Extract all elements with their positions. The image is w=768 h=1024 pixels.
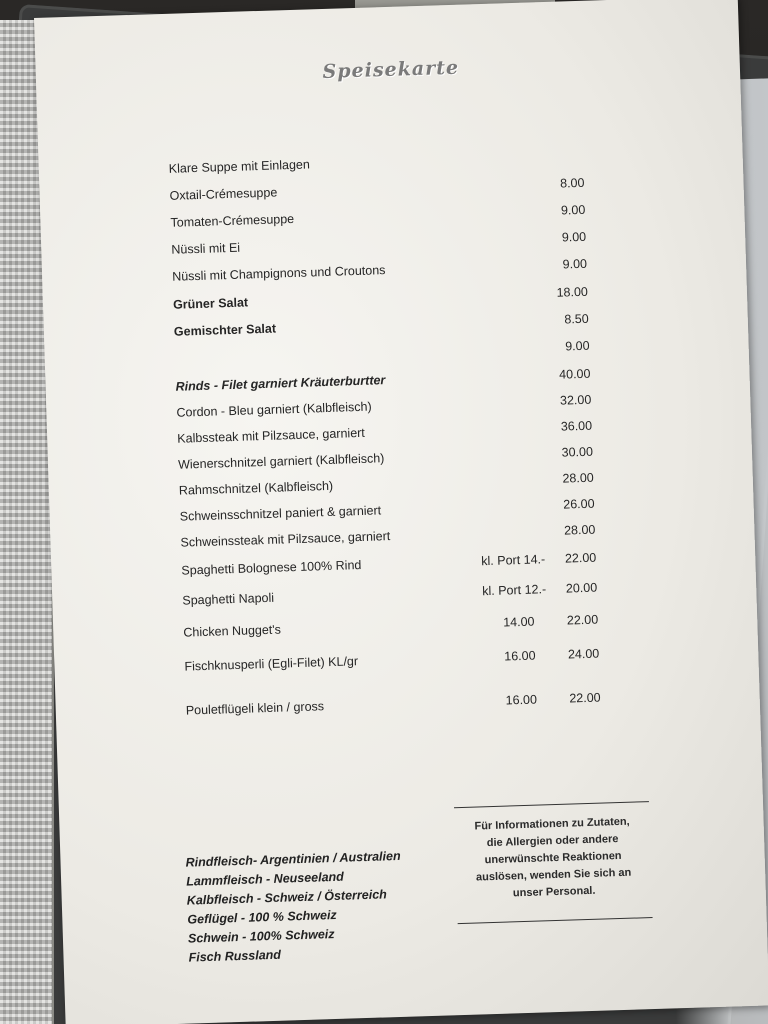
menu-item-price: 8.00 [559,175,585,191]
allergy-line: die Allergien oder andere [486,833,619,850]
menu-item-price: 22.00 [569,690,601,706]
menu-item-price: 22.00 [564,550,597,566]
origin-line: Lammfleisch - Neuseeland [185,869,345,889]
menu-item-price: 18.00 [556,284,589,300]
menu-item-price: 26.00 [563,496,595,512]
menu-item-name: Gemischter Salat [173,321,277,339]
menu-item-name: Spaghetti Bolognese 100% Rind [181,557,362,578]
menu-item-name: Cordon - Bleu garniert (Kalbfleisch) [176,399,372,420]
menu-item-name: Wienerschnitzel garniert (Kalbfleisch) [177,451,385,472]
allergy-notice-text [454,813,652,904]
menu-item-price: 9.00 [561,229,587,245]
menu-item-price: 22.00 [566,612,599,628]
menu-title: Speisekarte [322,56,460,83]
menu-item-small-price: 16.00 [505,692,538,708]
menu-item-small-price: kl. Port 14.- [481,552,546,569]
menu-item-name: Kalbssteak mit Pilzsauce, garniert [177,425,366,446]
menu-item-name: Chicken Nugget's [183,622,282,640]
origin-line: Rindfleisch- Argentinien / Australien [185,848,401,870]
menu-item-name: Schweinssteak mit Pilzsauce, garniert [180,529,391,550]
allergy-line: auslösen, wenden Sie sich an [475,866,632,884]
origin-line: Schwein - 100% Schweiz [187,927,335,946]
menu-item-name: Rahmschnitzel (Kalbfleisch) [178,478,334,498]
menu-item-price: 8.50 [564,311,589,327]
allergy-notice [454,801,653,927]
divider [454,801,649,808]
allergy-line: Für Informationen zu Zutaten, [474,815,630,833]
menu-item-name: Nüssli mit Ei [171,240,241,257]
menu-item-price: 24.00 [567,646,600,662]
menu-item-price: 9.00 [560,202,586,218]
divider [458,917,653,924]
meat-origin-list [185,845,448,967]
menu-item-price: 40.00 [558,366,591,382]
menu-page-content [34,0,768,1024]
menu-item-price: 28.00 [563,522,596,538]
menu-item-name: Pouletflügeli klein / gross [185,699,325,718]
menu-item-name: Nüssli mit Champignons und Croutons [171,263,386,284]
menu-item-price: 36.00 [560,418,593,434]
menu-item-name: Tomaten-Crémesuppe [170,211,295,230]
menu-item-small-price: 16.00 [504,648,536,664]
origin-line: Kalbfleisch - Schweiz / Österreich [186,887,387,908]
menu-item-name: Spaghetti Napoli [182,590,275,608]
menu-item-price [533,149,583,151]
menu-item-small-price: 14.00 [503,614,535,630]
menu-item-price: 32.00 [559,392,592,408]
menu-item-small-price: kl. Port 12.- [482,582,547,599]
menu-page [34,0,768,1024]
menu-item-price: 30.00 [561,444,594,460]
menu-item-name: Klare Suppe mit Einlagen [168,157,311,176]
menu-item-name: Grüner Salat [172,295,249,312]
menu-item-price: 28.00 [562,470,594,486]
menu-item [56,686,760,730]
menu-item-price: 9.00 [562,256,588,272]
origin-line: Geflügel - 100 % Schweiz [187,907,337,927]
origin-line: Fisch Russland [188,947,282,965]
menu-item-name: Oxtail-Crémesuppe [169,185,278,203]
allergy-line: unser Personal. [512,884,596,900]
menu-item-name: Schweinsschnitzel paniert & garniert [179,503,382,524]
menu-item-name: Rinds - Filet garniert Kräuterburtter [175,373,386,394]
menu-item-name: Fischknusperli (Egli-Filet) KL/gr [184,654,359,674]
menu-item-price: 9.00 [565,338,590,354]
menu-item-price: 20.00 [565,580,598,596]
allergy-line: unerwünschte Reaktionen [484,849,622,867]
